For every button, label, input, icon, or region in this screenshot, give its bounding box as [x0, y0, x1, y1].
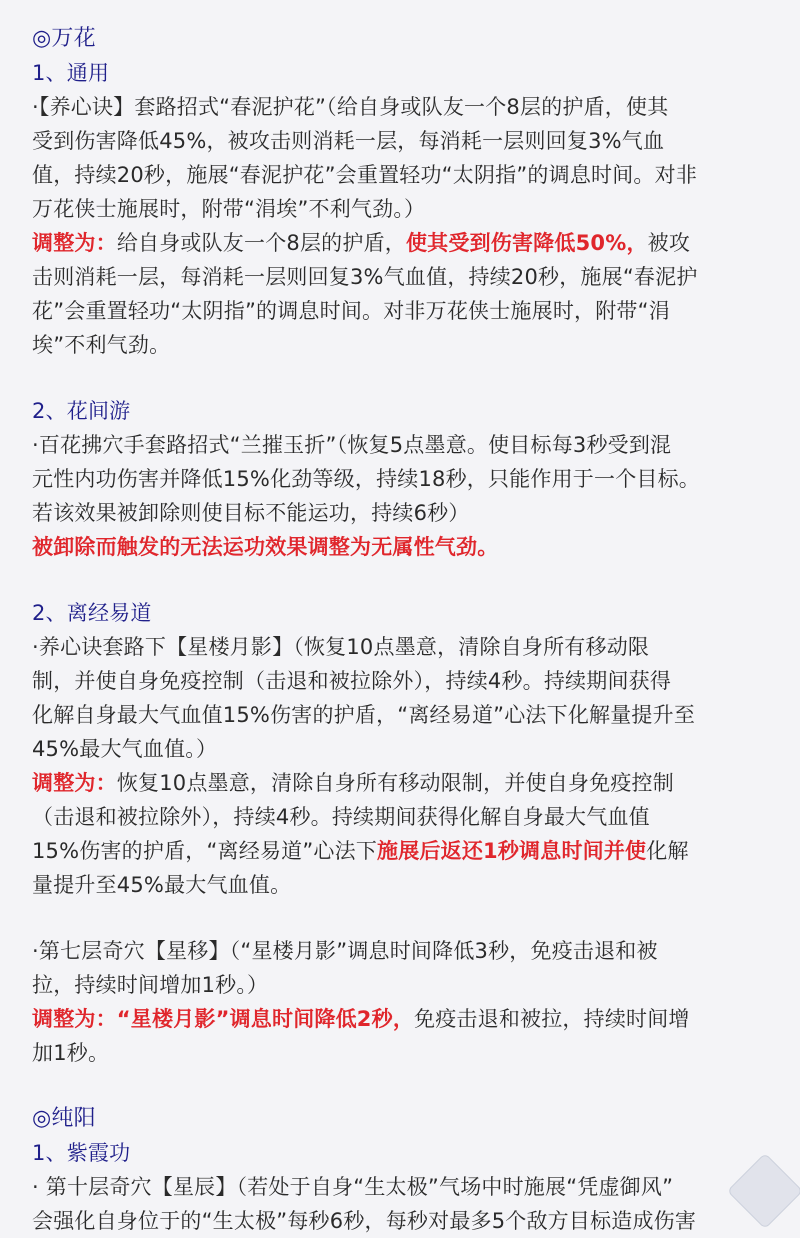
- spacer: [32, 362, 772, 394]
- adjustment-text: 恢复10点墨意，清除自身所有移动限制，并使自身免疫控制: [116, 771, 674, 795]
- adjustment-text: 化解: [646, 839, 689, 863]
- paragraph-line: 45%最大气血值。）: [32, 737, 218, 761]
- adjustment-text: 免疫击退和被拉，持续时间增: [414, 1007, 690, 1031]
- spacer: [32, 1070, 772, 1102]
- adjustment-label: 调整为：: [32, 771, 117, 795]
- section-title-wanhua: ◎万花: [32, 26, 96, 51]
- paragraph-line: （击退和被拉除外），持续4秒。持续期间获得化解自身最大气血值: [32, 805, 650, 829]
- adjustment-text: 给自身或队友一个8层的护盾，: [116, 231, 406, 255]
- adjustment-text: 15%伤害的护盾，“离经易道”心法下: [32, 839, 378, 863]
- paragraph-line: 化解自身最大气血值15%伤害的护盾，“离经易道”心法下化解量提升至: [32, 703, 696, 727]
- paragraph-line: 会强化自身位于的“生太极”每秒6秒，每秒对最多5个敌方目标造成伤害: [32, 1209, 697, 1233]
- paragraph-line: 元性内功伤害并降低15%化劲等级，持续18秒，只能作用于一个目标。: [32, 467, 700, 491]
- paragraph-line: 拉，持续时间增加1秒。）: [32, 973, 269, 997]
- paragraph-line: 制，并使自身免疫控制（击退和被拉除外），持续4秒。持续期间获得: [32, 669, 672, 693]
- paragraph-line: 万花侠士施展时，附带“涓埃”不利气劲。）: [32, 197, 426, 221]
- paragraph-line: ·【养心诀】套路招式“春泥护花”（给自身或队友一个8层的护盾，使其: [32, 95, 669, 119]
- paragraph-line: 花”会重置轻功“太阴指”的调息时间。对非万花侠士施展时，附带“涓: [32, 299, 670, 323]
- article-body: [32, 22, 772, 1238]
- adjustment-highlight: 调整为：“星楼月影”调息时间降低2秒，: [32, 1007, 415, 1031]
- paragraph-line: 埃”不利气劲。: [32, 333, 171, 357]
- subsection-heading-zixia: 1、紫霞功: [32, 1141, 131, 1165]
- paragraph-line: ·养心诀套路下【星楼月影】（恢复10点墨意，清除自身所有移动限: [32, 635, 650, 659]
- subsection-heading-tongyong: 1、通用: [32, 61, 110, 85]
- paragraph-line: ·百花拂穴手套路招式“兰摧玉折”（恢复5点墨意。使目标每3秒受到混: [32, 433, 672, 457]
- adjustment-line: 被卸除而触发的无法运功效果调整为无属性气劲。: [32, 535, 499, 559]
- paragraph-line: 加1秒。: [32, 1041, 110, 1065]
- subsection-heading-lijing: 2、离经易道: [32, 601, 152, 625]
- spacer: [32, 564, 772, 596]
- paragraph-line: 受到伤害降低45%，被攻击则消耗一层，每消耗一层则回复3%气血: [32, 129, 665, 153]
- adjustment-text: 被攻: [647, 231, 691, 255]
- spacer: [32, 902, 772, 934]
- adjustment-label: 调整为：: [32, 231, 117, 255]
- section-title-chunyang: ◎纯阳: [32, 1106, 96, 1131]
- paragraph-line: · 第十层奇穴【星辰】（若处于自身“生太极”气场中时施展“凭虚御风”: [32, 1175, 674, 1199]
- paragraph-line: 量提升至45%最大气血值。: [32, 873, 292, 897]
- paragraph-line: 若该效果被卸除则使目标不能运功，持续6秒）: [32, 501, 470, 525]
- subsection-heading-huajianyou: 2、花间游: [32, 399, 131, 423]
- adjustment-line: [32, 766, 772, 800]
- adjustment-line: [32, 1002, 772, 1036]
- paragraph-line: ·第七层奇穴【星移】（“星楼月影”调息时间降低3秒，免疫击退和被: [32, 939, 658, 963]
- adjustment-highlight: 使其受到伤害降低50%，: [405, 231, 648, 255]
- adjustment-highlight: 施展后返还1秒调息时间并使: [377, 839, 647, 863]
- paragraph-line: 值，持续20秒，施展“春泥护花”会重置轻功“太阴指”的调息时间。对非: [32, 163, 698, 187]
- paragraph-line: 击则消耗一层，每消耗一层则回复3%气血值，持续20秒，施展“春泥护: [32, 265, 698, 289]
- adjustment-line: [32, 834, 772, 868]
- adjustment-line: [32, 226, 772, 260]
